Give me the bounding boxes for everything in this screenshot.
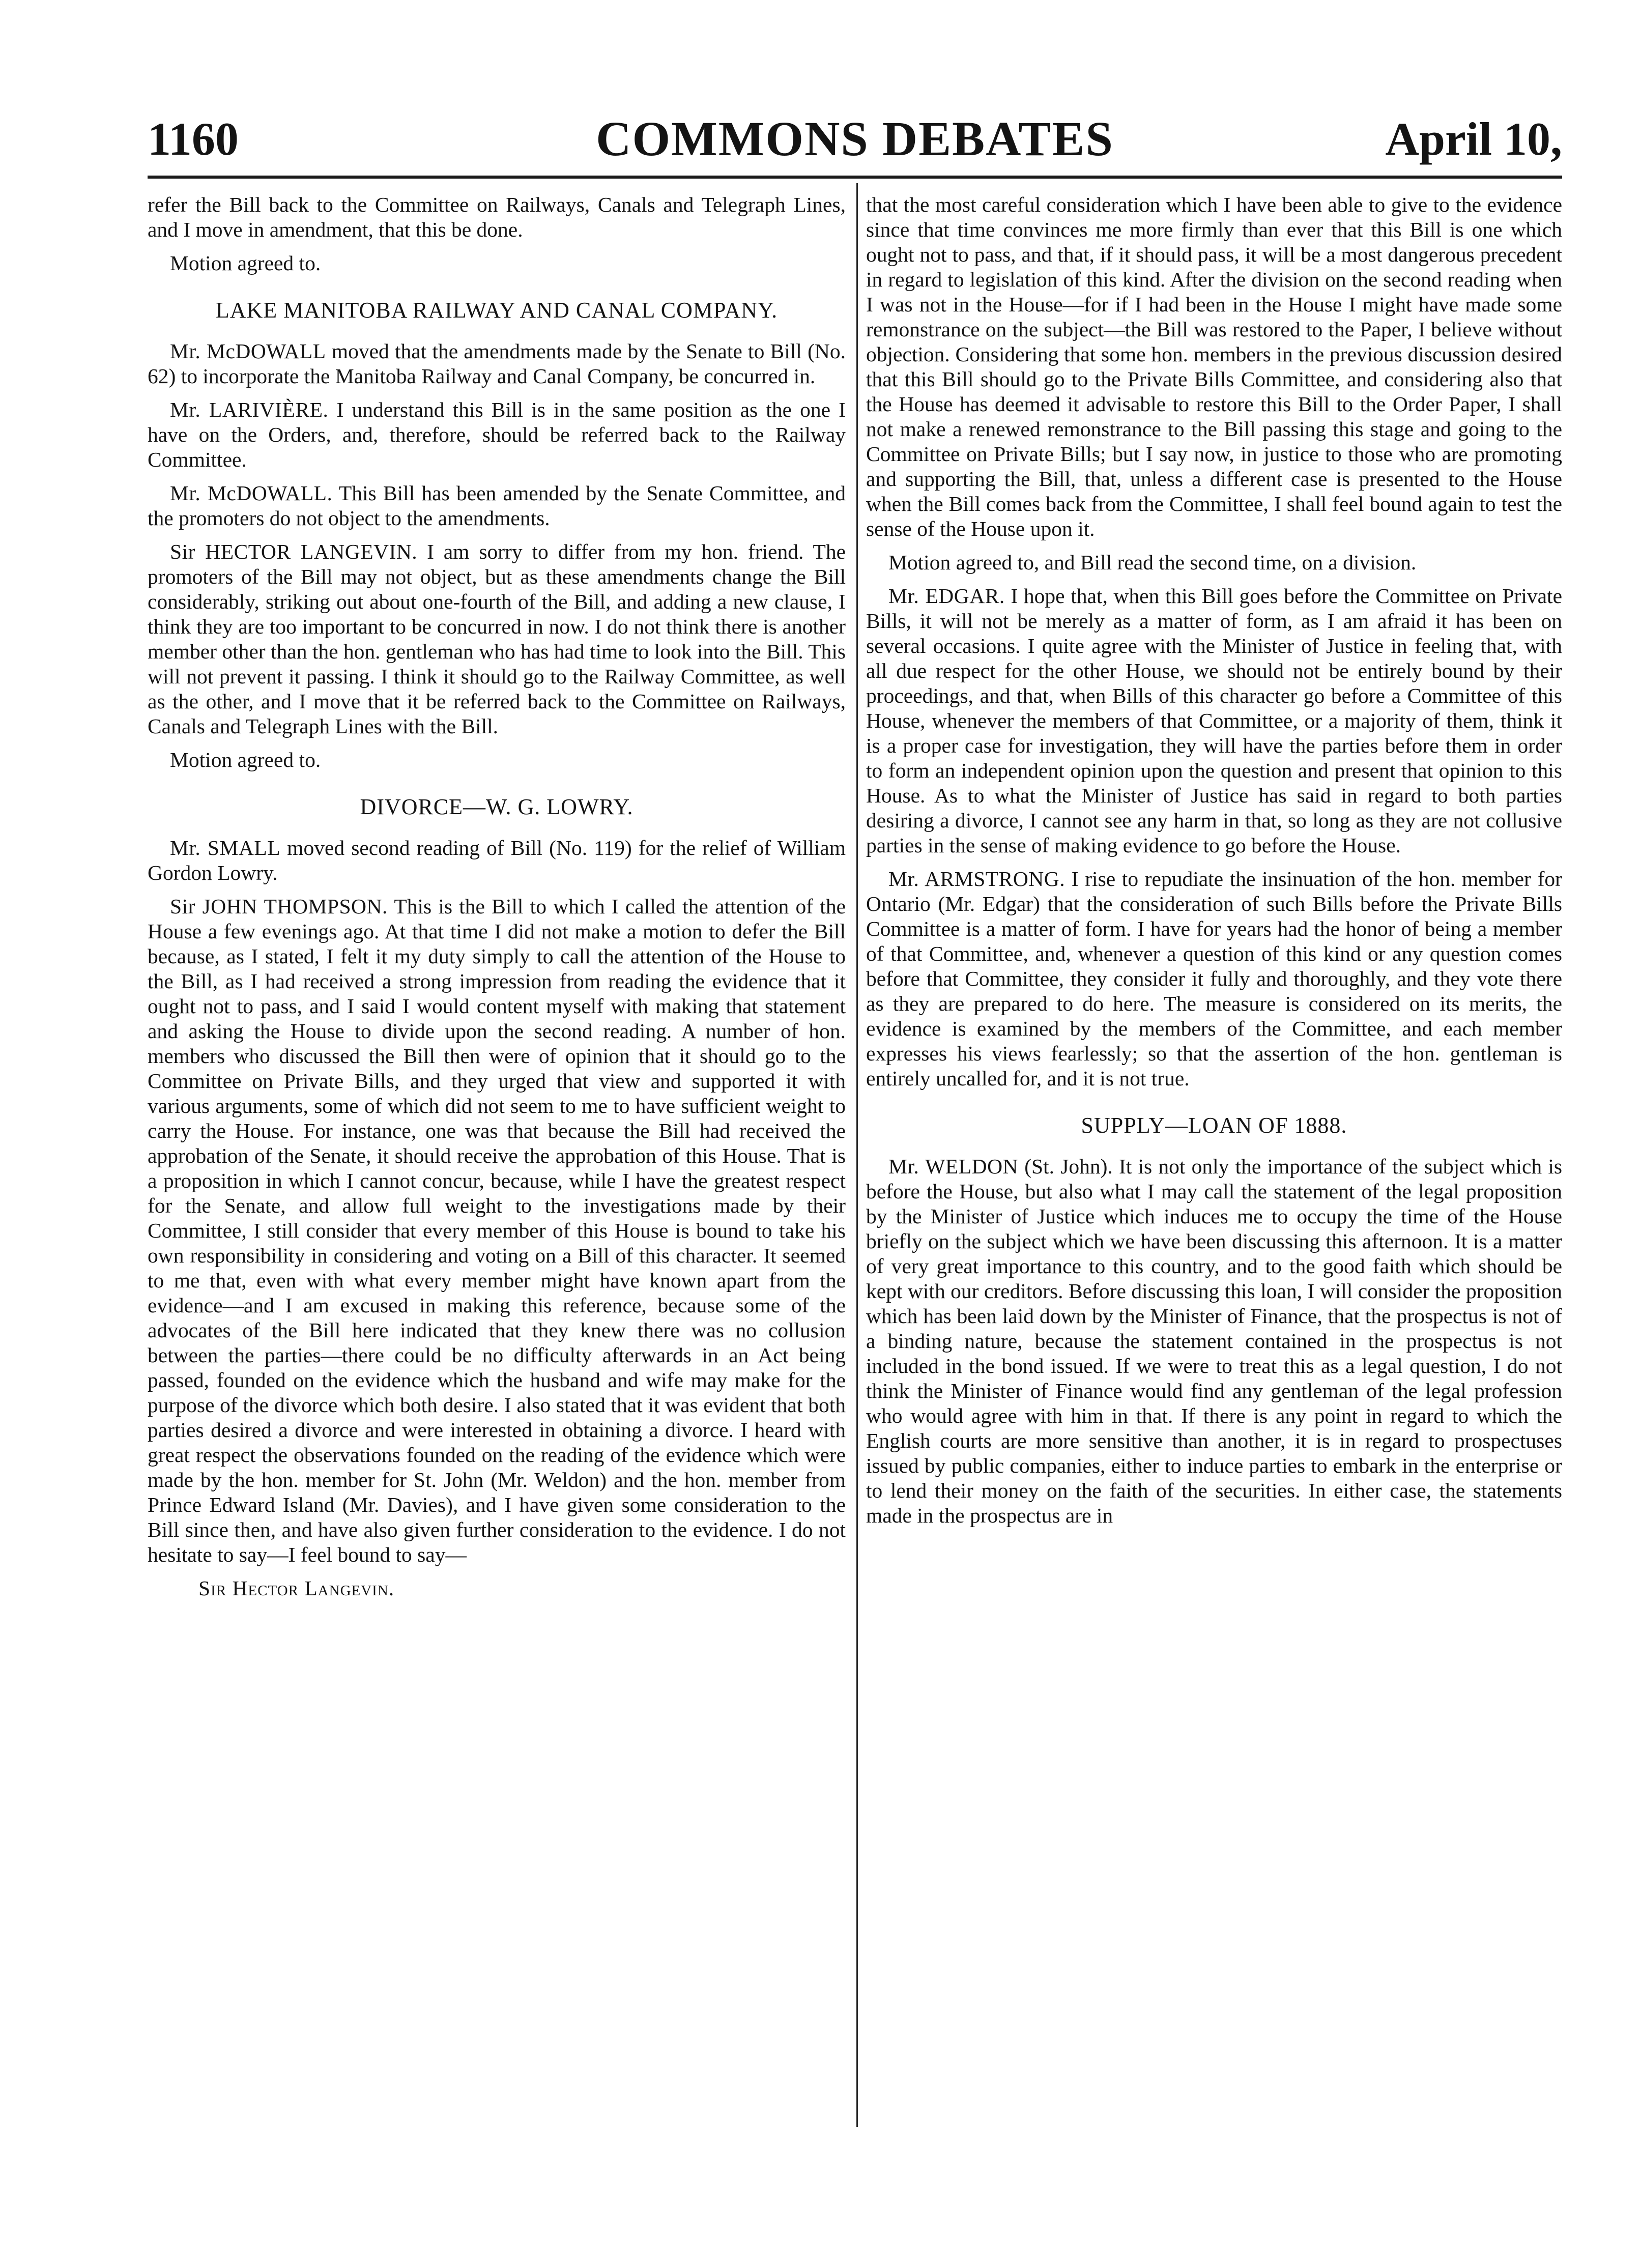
section-heading: SUPPLY—LOAN OF 1888. <box>1081 1113 1347 1138</box>
page-number: 1160 <box>148 113 239 165</box>
header-date: April 10, <box>1385 113 1562 165</box>
speech-text: I am sorry to differ from my hon. friend. The promoters of the Bill may not object, but as these amendments change the Bill considerably, striking out about one-fourth of the Bill, and adding a new clause, I think they are too important to be concurred in now. I do not think there is another member other than the hon. gentleman who has had time to look into the Bill. This will not prevent it passing. I think it should go to the Railway Committee, as well as the other, and I move that it be referred back to the Committee on Railways, Canals and Telegraph Lines with the Bill. <box>148 540 846 738</box>
speaker-name: Mr. WELDON <box>888 1155 1019 1178</box>
speech-text: moved that the amendments made by the Senate to Bill (No. 62) to incorporate the Manitoba Railway and Canal Company, be concurred in. <box>148 339 846 388</box>
section-heading: LAKE MANITOBA RAILWAY AND CANAL COMPANY. <box>215 298 778 323</box>
speaker-name: Mr. ARMSTRONG. <box>888 867 1066 891</box>
paragraph <box>866 192 1562 541</box>
speech <box>866 584 1562 858</box>
speech <box>148 481 846 531</box>
speech-text: This Bill has been amended by the Senate Committee, and the promoters do not object to the amendments. <box>148 481 846 530</box>
speech-text: I understand this Bill is in the same position as the one I have on the Orders, and, therefore, should be referred back to the Railway Committee. <box>148 398 846 471</box>
running-title: COMMONS DEBATES <box>596 111 1114 166</box>
catchword-text: Sir Hector Langevin. <box>198 1576 395 1600</box>
paragraph-text: that the most careful consideration which I have been able to give to the evidence since that time convinces me more firmly than ever that this Bill is one which ought not to pass, and that, if it should pass, it will be a most dangerous precedent in regard to legislation of this kind. After the division on the second reading when I was not in the House—for if I had been in the House I might have made some remonstrance on the subject—the Bill was restored to the Paper, I believe without objection. Considering that some hon. members in the previous discussion desired that this Bill should go to the Private Bills Committee, and considering also that the House has deemed it advisable to restore this Bill to the Order Paper, I shall not make a renewed remonstrance to the Bill passing this stage and going to the Committee on Private Bills; but I say now, in justice to those who are promoting and supporting the Bill, that, unless a different case is presented to the House when the Bill comes back from the Committee, I shall feel bound again to test the sense of the House upon it. <box>866 193 1562 540</box>
speech-text: I hope that, when this Bill goes before the Committee on Private Bills, it will not be merely as a matter of form, as I am afraid it has been on several occasions. I quite agree with the Minister of Justice in feeling that, with all due respect for the other House, we should not be entirely bound by their proceedings, and that, when Bills of this character go before a Committee of this House, whenever the members of that Committee, or a majority of them, think it is a proper case for investigation, they will have the parties before them in order to form an independent opinion upon the question and present that opinion to this House. As to what the Minister of Justice has said in regard to both parties desiring a divorce, I cannot see any harm in that, so long as they are not collusive parties in the sense of making evidence to go before the House. <box>866 584 1562 857</box>
motion-result: Motion agreed to, and Bill read the second time, on a division. <box>888 551 1417 574</box>
speech-text: (St. John). It is not only the importance of the subject which is before the House, but also what I may call the statement of the legal proposition by the Minister of Justice which induces me to occupy the time of the House briefly on the subject which we have been discussing this afternoon. It is a matter of very great importance to this country, and to the good faith which should be kept with our creditors. Before discussing this loan, I will consider the proposition which has been laid down by the Minister of Finance, that the prospectus is not of a binding nature, because the statement contained in the prospectus is not included in the bond issued. If we were to treat this as a legal question, I do not think the Minister of Finance would find any gentleman of the legal profession who would agree with him in that. If there is any point in regard to which the English courts are more sensitive than another, it is in regard to prospectuses issued by public companies, either to induce parties to embark in the enterprise or to lend their money on the faith of the securities. In either case, the statements made in the prospectus are in <box>866 1155 1562 1527</box>
speech <box>148 339 846 389</box>
left-column <box>148 192 846 2141</box>
speech-text: This is the Bill to which I called the attention of the House a few evenings ago. At that time I did not make a motion to defer the Bill because, as I stated, I felt it my duty simply to call the attention of the House to the Bill, as I had received a strong impression from reading the evidence that it ought not to pass, and I said I would content myself with making that statement and asking the House to divide upon the second reading. A number of hon. members who discussed the Bill then were of opinion that it should go to the Committee on Private Bills, and they urged that view and supported it with various arguments, some of which did not seem to me to have sufficient weight to carry the House. For instance, one was that because the Bill had received the approbation of the Senate, it should receive the approbation of this House. That is a proposition in which I cannot concur, because, while I have the greatest respect for the Senate, and allow full weight to the investigations made by their Committee, I still consider that every member of this House is bound to take his own responsibility in considering and voting on a Bill of this character. It seemed to me that, even with what every member might have known apart from the evidence—and I am excused in making this reference, because some of the advocates of the Bill here indicated that they knew there was no collusion between the parties—there could be no difficulty afterwards in an Act being passed, founded on the evidence which the husband and wife may make for the purpose of the divorce which both desire. I also stated that it was evident that both parties desired a divorce and were interested in obtaining a divorce. I heard with great respect the observations founded on the reading of the evidence which were made by the hon. member for St. John (Mr. Weldon) and the hon. member from Prince Edward Island (Mr. Davies), and I have given some consideration to the Bill since then, and have also given further consideration to the evidence. I do not hesitate to say—I feel bound to say— <box>148 895 846 1566</box>
header-rule <box>148 176 1562 179</box>
speech <box>148 539 846 739</box>
speaker-name: Mr. EDGAR. <box>888 584 1005 608</box>
catchword <box>148 1576 846 1601</box>
motion-result: Motion agreed to. <box>170 251 321 275</box>
speech <box>148 894 846 1567</box>
speech <box>866 867 1562 1091</box>
speaker-name: Mr. McDOWALL. <box>170 481 333 505</box>
speech-text: I rise to repudiate the insinuation of the hon. member for Ontario (Mr. Edgar) that the consideration of such Bills before the Private Bills Committee is a matter of form. I have for years had the honor of being a member of that Committee, and, whenever a question of this kind or any question comes before that Committee, they consider it fully and thoroughly, and they vote there as they are prepared to do here. The measure is considered on its merits, the evidence is examined by the members of the Committee, and each member expresses his views fearlessly; so that the assertion of the hon. gentleman is entirely uncalled for, and it is not true. <box>866 867 1562 1090</box>
speaker-name: Mr. LARIVIÈRE. <box>170 398 329 421</box>
speech <box>148 836 846 885</box>
speaker-name: Sir JOHN THOMPSON. <box>170 895 388 918</box>
right-column <box>866 192 1562 2141</box>
paragraph-text: refer the Bill back to the Committee on Railways, Canals and Telegraph Lines, and I move in amendment, that this be done. <box>148 193 846 241</box>
speaker-name: Mr. McDOWALL <box>170 339 326 363</box>
section-heading: DIVORCE—W. G. LOWRY. <box>360 794 634 819</box>
speech <box>866 1154 1562 1528</box>
speaker-name: Sir HECTOR LANGEVIN. <box>170 540 418 563</box>
paragraph <box>148 192 846 242</box>
motion-result: Motion agreed to. <box>170 748 321 771</box>
speaker-name: Mr. SMALL <box>170 836 281 859</box>
column-divider <box>856 183 858 2127</box>
speech-text: moved second reading of Bill (No. 119) for the relief of William Gordon Lowry. <box>148 836 846 884</box>
speech <box>148 397 846 472</box>
page-header <box>148 111 1562 167</box>
